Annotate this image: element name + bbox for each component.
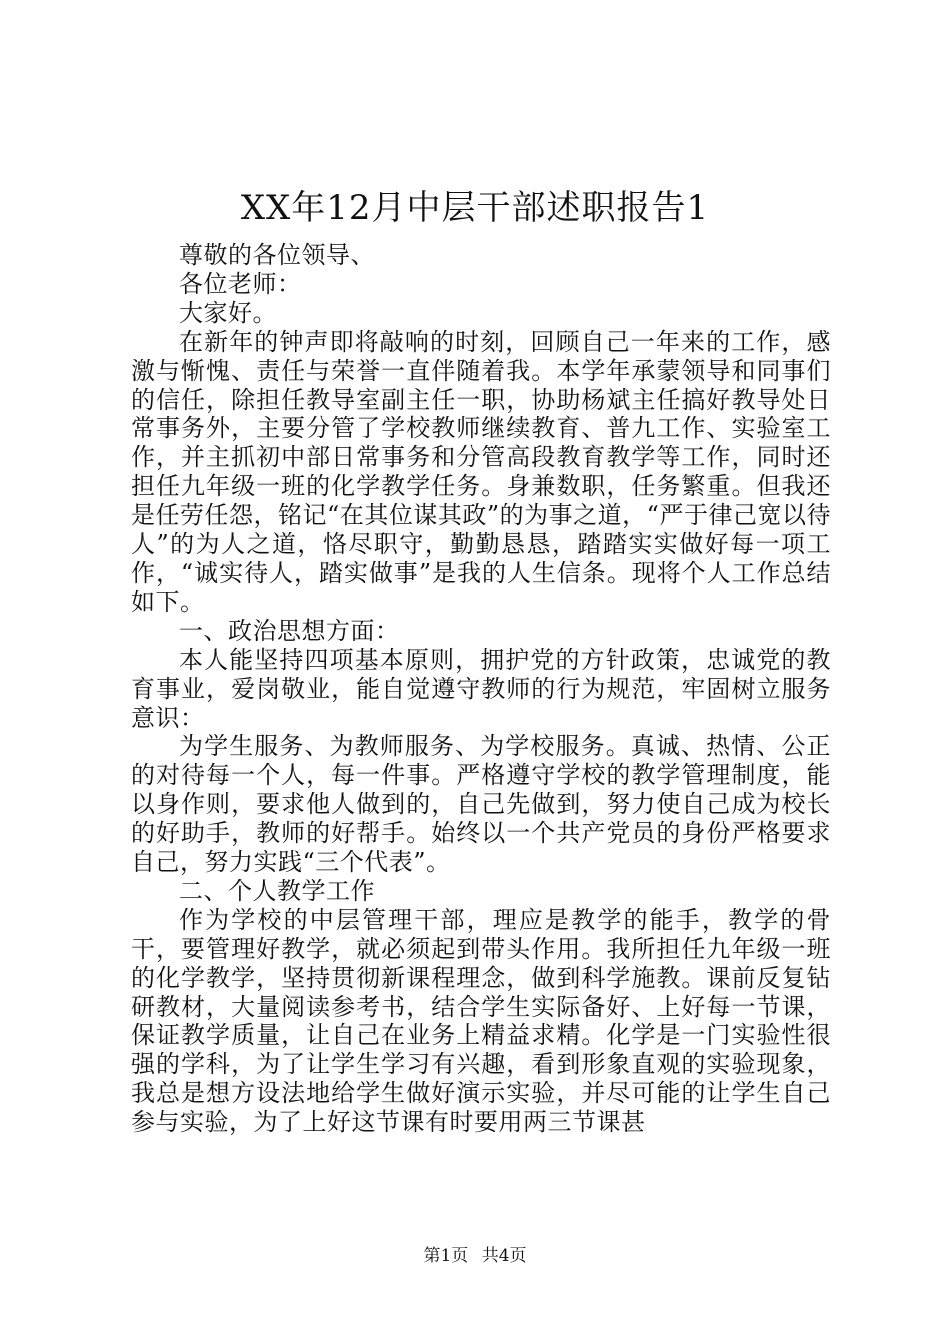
document-title: XX年12月中层干部述职报告1 bbox=[240, 188, 710, 228]
section-heading-political: 一、政治思想方面： bbox=[179, 616, 400, 645]
political-paragraph: 本人能坚持四项基本原则，拥护党的方针政策，忠诚党的教育事业，爱岗敬业，能自觉遵守教师的行为规范，牢固树立服务意识： bbox=[131, 645, 831, 732]
page-number: 第1页 bbox=[423, 1246, 469, 1266]
salutation-teachers: 各位老师： bbox=[179, 269, 302, 298]
service-paragraph: 为学生服务、为教师服务、为学校服务。真诚、热情、公正的对待每一个人，每一件事。严格遵守学校的教学管理制度，能以身作则，要求他人做到的，自己先做到，努力使自己成为校长的好助手，教师的好帮手。始终以一个共产党员的身份严格要求自己，努力实践“三个代表”。 bbox=[131, 732, 831, 877]
salutation-leaders: 尊敬的各位领导、 bbox=[179, 241, 375, 269]
teaching-paragraph: 作为学校的中层管理干部，理应是教学的能手，教学的骨干，要管理好教学，就必须起到带头作用。我所担任九年级一班的化学教学，坚持贯彻新课程理念，做到科学施教。课前反复钻研教材，大量阅读参考书，结合学生实际备好、上好每一节课，保证教学质量，让自己在业务上精益求精。化学是一门实验性很强的学科，为了让学生学习有兴趣，看到形象直观的实验现象，我总是想方设法地给学生做好演示实验，并尽可能的让学生自己参与实验，为了上好这节课有时要用两三节课甚 bbox=[131, 905, 831, 1137]
greeting: 大家好。 bbox=[179, 298, 277, 327]
page-total: 共4页 bbox=[481, 1246, 527, 1266]
document-body bbox=[131, 241, 831, 1137]
page-footer bbox=[0, 1244, 950, 1268]
section-heading-teaching: 二、个人教学工作 bbox=[179, 876, 375, 905]
intro-paragraph: 在新年的钟声即将敲响的时刻，回顾自己一年来的工作，感激与惭愧、责任与荣誉一直伴随着我。本学年承蒙领导和同事们的信任，除担任教导室副主任一职，协助杨斌主任搞好教导处日常事务外，主要分管了学校教师继续教育、普九工作、实验室工作，并主抓初中部日常事务和分管高段教育教学等工作，同时还担任九年级一班的化学教学任务。身兼数职，任务繁重。但我还是任劳任怨，铭记“在其位谋其政”的为事之道，“严于律己宽以待人”的为人之道，恪尽职守，勤勤恳恳，踏踏实实做好每一项工作，“诚实待人，踏实做事”是我的人生信条。现将个人工作总结如下。 bbox=[131, 327, 831, 616]
